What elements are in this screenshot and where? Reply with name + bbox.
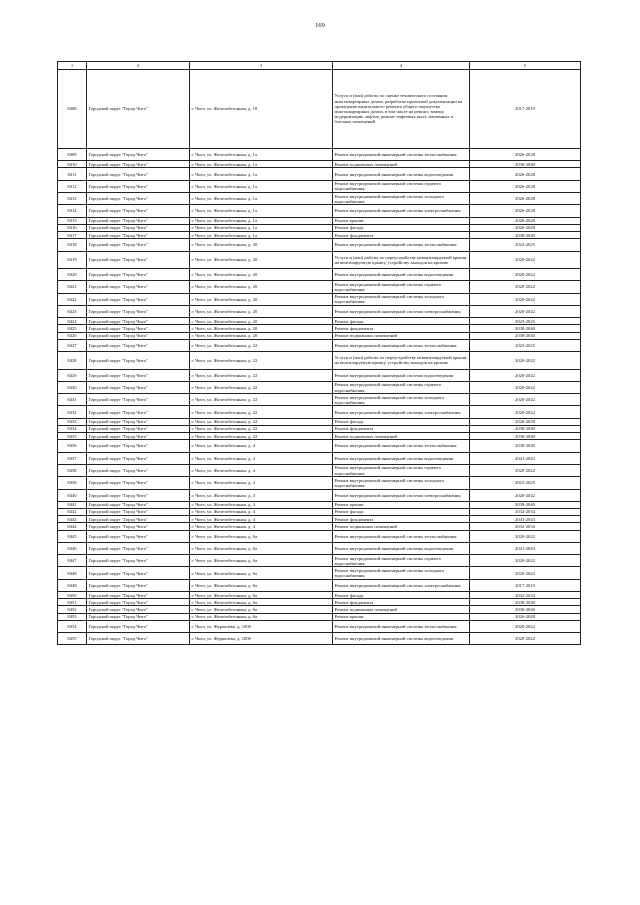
period-cell: 2032-2034 bbox=[470, 509, 581, 516]
municipality-cell: Городской округ "Город Чита" bbox=[87, 579, 190, 591]
table-row bbox=[58, 325, 581, 332]
header-col-4: 4 bbox=[333, 62, 470, 70]
table-row bbox=[58, 149, 581, 161]
table-row bbox=[58, 161, 581, 168]
period-cell: 2026-2028 bbox=[470, 193, 581, 205]
municipality-cell: Городской округ "Город Чита" bbox=[87, 501, 190, 508]
table-row bbox=[58, 293, 581, 305]
row-number-cell: 8420 bbox=[58, 269, 87, 281]
period-cell: 2023-2025 bbox=[470, 477, 581, 489]
work-type-cell: Ремонт внутридомовой инженерной системы электроснабжения bbox=[333, 406, 470, 418]
period-cell: 2026-2028 bbox=[470, 168, 581, 180]
period-cell: 2038-2040 bbox=[470, 161, 581, 168]
municipality-cell: Городской округ "Город Чита" bbox=[87, 293, 190, 305]
municipality-cell: Городской округ "Город Чита" bbox=[87, 592, 190, 599]
row-number-cell: 8443 bbox=[58, 516, 87, 523]
work-type-cell: Услуги и (или) работы по оценке технического состояния многоквартирных домов, разработке проектной документации на проведение капитального ремонта общего имущества многоквартирных домов, в том числе на ремонт, замену, модернизацию лифтов, ремонт лифтовых шахт, машинных и блочных помещений bbox=[333, 70, 470, 149]
row-number-cell: 8439 bbox=[58, 477, 87, 489]
work-type-cell: Ремонт внутридомовой инженерной системы водоотведения bbox=[333, 168, 470, 180]
table-body bbox=[58, 62, 581, 645]
address-cell: г. Чита, ул. Железобетонная, д. 4 bbox=[190, 516, 333, 523]
municipality-cell: Городской округ "Город Чита" bbox=[87, 530, 190, 542]
table-row bbox=[58, 180, 581, 192]
work-type-cell: Ремонт подвальных помещений bbox=[333, 523, 470, 530]
work-type-cell: Ремонт внутридомовой инженерной системы теплоснабжения bbox=[333, 620, 470, 632]
row-number-cell: 8438 bbox=[58, 464, 87, 476]
row-number-cell: 8424 bbox=[58, 318, 87, 325]
row-number-cell: 8412 bbox=[58, 180, 87, 192]
work-type-cell: Ремонт фундамента bbox=[333, 425, 470, 432]
table-row bbox=[58, 633, 581, 645]
address-cell: г. Чита, ул. Железобетонная, д. 4 bbox=[190, 523, 333, 530]
municipality-cell: Городской округ "Город Чита" bbox=[87, 555, 190, 567]
row-number-cell: 8419 bbox=[58, 251, 87, 269]
table-row bbox=[58, 217, 581, 224]
municipality-cell: Городской округ "Город Чита" bbox=[87, 339, 190, 351]
row-number-cell: 8408 bbox=[58, 70, 87, 149]
period-cell: 2020-2022 bbox=[470, 620, 581, 632]
work-type-cell: Ремонт внутридомовой инженерной системы холодного водоснабжения bbox=[333, 293, 470, 305]
municipality-cell: Городской округ "Город Чита" bbox=[87, 224, 190, 231]
municipality-cell: Городской округ "Город Чита" bbox=[87, 406, 190, 418]
row-number-cell: 8450 bbox=[58, 592, 87, 599]
work-type-cell: Ремонт фундамента bbox=[333, 599, 470, 606]
row-number-cell: 8426 bbox=[58, 332, 87, 339]
row-number-cell: 8451 bbox=[58, 599, 87, 606]
municipality-cell: Городской округ "Город Чита" bbox=[87, 452, 190, 464]
table-row bbox=[58, 567, 581, 579]
table-row bbox=[58, 394, 581, 406]
work-type-cell: Ремонт внутридомовой инженерной системы водоотведения bbox=[333, 452, 470, 464]
row-number-cell: 8454 bbox=[58, 620, 87, 632]
table-row bbox=[58, 542, 581, 554]
table-row bbox=[58, 620, 581, 632]
period-cell: 2020-2022 bbox=[470, 269, 581, 281]
period-cell: 2020-2022 bbox=[470, 567, 581, 579]
work-type-cell: Ремонт фундамента bbox=[333, 325, 470, 332]
address-cell: г. Чита, ул. Железобетонная, д. 4 bbox=[190, 440, 333, 452]
period-cell: 2020-2022 bbox=[470, 352, 581, 370]
work-type-cell: Ремонт фундамента bbox=[333, 232, 470, 239]
period-cell: 2020-2022 bbox=[470, 406, 581, 418]
period-cell: 2026-2028 bbox=[470, 217, 581, 224]
period-cell: 2026-2028 bbox=[470, 180, 581, 192]
address-cell: г. Чита, ул. Железобетонная, д. 20 bbox=[190, 251, 333, 269]
table-row bbox=[58, 239, 581, 251]
table-row bbox=[58, 352, 581, 370]
municipality-cell: Городской округ "Город Чита" bbox=[87, 381, 190, 393]
row-number-cell: 8409 bbox=[58, 149, 87, 161]
work-type-cell: Ремонт подвальных помещений bbox=[333, 433, 470, 440]
municipality-cell: Городской округ "Город Чита" bbox=[87, 523, 190, 530]
work-type-cell: Ремонт внутридомовой инженерной системы холодного водоснабжения bbox=[333, 567, 470, 579]
page-number: 169 bbox=[315, 22, 325, 29]
period-cell: 2038-2040 bbox=[470, 599, 581, 606]
municipality-cell: Городской округ "Город Чита" bbox=[87, 567, 190, 579]
municipality-cell: Городской округ "Город Чита" bbox=[87, 599, 190, 606]
address-cell: г. Чита, ул. Железобетонная, д. 6а bbox=[190, 599, 333, 606]
table-row bbox=[58, 516, 581, 523]
work-type-cell: Ремонт внутридомовой инженерной системы горячего водоснабжения bbox=[333, 464, 470, 476]
address-cell: г. Чита, ул. Железобетонная, д. 4 bbox=[190, 464, 333, 476]
row-number-cell: 8418 bbox=[58, 239, 87, 251]
table-row bbox=[58, 232, 581, 239]
period-cell: 2023-2025 bbox=[470, 239, 581, 251]
municipality-cell: Городской округ "Город Чита" bbox=[87, 269, 190, 281]
work-type-cell: Ремонт крыши bbox=[333, 501, 470, 508]
row-number-cell: 8437 bbox=[58, 452, 87, 464]
work-type-cell: Ремонт внутридомовой инженерной системы электроснабжения bbox=[333, 489, 470, 501]
address-cell: г. Чита, ул. Железобетонная, д. 1а bbox=[190, 168, 333, 180]
municipality-cell: Городской округ "Город Чита" bbox=[87, 516, 190, 523]
municipality-cell: Городской округ "Город Чита" bbox=[87, 325, 190, 332]
address-cell: г. Чита, ул. Железобетонная, д. 20 bbox=[190, 325, 333, 332]
work-type-cell: Ремонт подвальных помещений bbox=[333, 332, 470, 339]
table-row bbox=[58, 509, 581, 516]
period-cell: 2038-2040 bbox=[470, 325, 581, 332]
table-row bbox=[58, 530, 581, 542]
work-type-cell: Ремонт внутридомовой инженерной системы горячего водоснабжения bbox=[333, 281, 470, 293]
work-type-cell: Ремонт внутридомовой инженерной системы теплоснабжения bbox=[333, 339, 470, 351]
municipality-cell: Городской округ "Город Чита" bbox=[87, 217, 190, 224]
table-row bbox=[58, 489, 581, 501]
row-number-cell: 8432 bbox=[58, 406, 87, 418]
address-cell: г. Чита, ул. Журавлева, д. 100б bbox=[190, 633, 333, 645]
work-type-cell: Услуги и (или) работы по переустройству невентилируемой крыши на вентилируемую крышу, устройству выходов на кровлю bbox=[333, 352, 470, 370]
address-cell: г. Чита, ул. Железобетонная, д. 4 bbox=[190, 452, 333, 464]
header-col-1: 1 bbox=[58, 62, 87, 70]
address-cell: г. Чита, ул. Железобетонная, д. 22 bbox=[190, 433, 333, 440]
period-cell: 2020-2022 bbox=[470, 489, 581, 501]
row-number-cell: 8428 bbox=[58, 352, 87, 370]
row-number-cell: 8416 bbox=[58, 224, 87, 231]
table-row bbox=[58, 592, 581, 599]
work-type-cell: Ремонт внутридомовой инженерной системы теплоснабжения bbox=[333, 149, 470, 161]
municipality-cell: Городской округ "Город Чита" bbox=[87, 418, 190, 425]
municipality-cell: Городской округ "Город Чита" bbox=[87, 161, 190, 168]
address-cell: г. Чита, ул. Железобетонная, д. 6а bbox=[190, 530, 333, 542]
municipality-cell: Городской округ "Город Чита" bbox=[87, 509, 190, 516]
table-row bbox=[58, 606, 581, 613]
work-type-cell: Ремонт крыши bbox=[333, 217, 470, 224]
header-col-2: 2 bbox=[87, 62, 190, 70]
work-type-cell: Услуги и (или) работы по переустройству невентилируемой крыши на вентилируемую крышу, устройству выходов на кровлю bbox=[333, 251, 470, 269]
address-cell: г. Чита, ул. Железобетонная, д. 4 bbox=[190, 509, 333, 516]
work-type-cell: Ремонт фасада bbox=[333, 592, 470, 599]
row-number-cell: 8413 bbox=[58, 193, 87, 205]
period-cell: 2020-2022 bbox=[470, 369, 581, 381]
period-cell: 2020-2022 bbox=[470, 555, 581, 567]
municipality-cell: Городской округ "Город Чита" bbox=[87, 305, 190, 317]
table-row bbox=[58, 599, 581, 606]
header-row bbox=[58, 62, 581, 70]
period-cell: 2041-2043 bbox=[470, 452, 581, 464]
municipality-cell: Городской округ "Город Чита" bbox=[87, 251, 190, 269]
work-type-cell: Ремонт фасада bbox=[333, 318, 470, 325]
period-cell: 2026-2028 bbox=[470, 613, 581, 620]
period-cell: 2026-2028 bbox=[470, 205, 581, 217]
row-number-cell: 8444 bbox=[58, 523, 87, 530]
row-number-cell: 8435 bbox=[58, 433, 87, 440]
row-number-cell: 8436 bbox=[58, 440, 87, 452]
address-cell: г. Чита, ул. Железобетонная, д. 1а bbox=[190, 217, 333, 224]
row-number-cell: 8448 bbox=[58, 567, 87, 579]
table-row bbox=[58, 332, 581, 339]
table-row bbox=[58, 523, 581, 530]
row-number-cell: 8410 bbox=[58, 161, 87, 168]
row-number-cell: 8421 bbox=[58, 281, 87, 293]
work-type-cell: Ремонт подвальных помещений bbox=[333, 161, 470, 168]
municipality-cell: Городской округ "Город Чита" bbox=[87, 477, 190, 489]
period-cell: 2038-2040 bbox=[470, 501, 581, 508]
period-cell: 2038-2040 bbox=[470, 433, 581, 440]
address-cell: г. Чита, ул. Железобетонная, д. 22 bbox=[190, 339, 333, 351]
work-type-cell: Ремонт внутридомовой инженерной системы электроснабжения bbox=[333, 305, 470, 317]
address-cell: г. Чита, ул. Журавлева, д. 100б bbox=[190, 620, 333, 632]
row-number-cell: 8440 bbox=[58, 489, 87, 501]
work-type-cell: Ремонт внутридомовой инженерной системы теплоснабжения bbox=[333, 239, 470, 251]
municipality-cell: Городской округ "Город Чита" bbox=[87, 633, 190, 645]
work-type-cell: Ремонт фундамента bbox=[333, 516, 470, 523]
period-cell: 2020-2022 bbox=[470, 381, 581, 393]
address-cell: г. Чита, ул. Железобетонная, д. 4 bbox=[190, 501, 333, 508]
row-number-cell: 8427 bbox=[58, 339, 87, 351]
address-cell: г. Чита, ул. Железобетонная, д. 6а bbox=[190, 613, 333, 620]
table-row bbox=[58, 418, 581, 425]
address-cell: г. Чита, ул. Железобетонная, д. 22 bbox=[190, 394, 333, 406]
address-cell: г. Чита, ул. Железобетонная, д. 20 bbox=[190, 239, 333, 251]
row-number-cell: 8452 bbox=[58, 606, 87, 613]
period-cell: 2020-2022 bbox=[470, 281, 581, 293]
period-cell: 2038-2040 bbox=[470, 606, 581, 613]
table-row bbox=[58, 269, 581, 281]
row-number-cell: 8449 bbox=[58, 579, 87, 591]
row-number-cell: 8414 bbox=[58, 205, 87, 217]
work-type-cell: Ремонт внутридомовой инженерной системы холодного водоснабжения bbox=[333, 477, 470, 489]
period-cell: 2023-2025 bbox=[470, 318, 581, 325]
work-type-cell: Ремонт внутридомовой инженерной системы холодного водоснабжения bbox=[333, 394, 470, 406]
municipality-cell: Городской округ "Город Чита" bbox=[87, 193, 190, 205]
address-cell: г. Чита, ул. Железобетонная, д. 20 bbox=[190, 293, 333, 305]
municipality-cell: Городской округ "Город Чита" bbox=[87, 205, 190, 217]
row-number-cell: 8446 bbox=[58, 542, 87, 554]
table-row bbox=[58, 613, 581, 620]
table-row bbox=[58, 224, 581, 231]
address-cell: г. Чита, ул. Железобетонная, д. 22 bbox=[190, 381, 333, 393]
work-type-cell: Ремонт внутридомовой инженерной системы горячего водоснабжения bbox=[333, 381, 470, 393]
row-number-cell: 8442 bbox=[58, 509, 87, 516]
row-number-cell: 8434 bbox=[58, 425, 87, 432]
table-row bbox=[58, 555, 581, 567]
table-row bbox=[58, 318, 581, 325]
address-cell: г. Чита, ул. Железобетонная, д. 18 bbox=[190, 70, 333, 149]
municipality-cell: Городской округ "Город Чита" bbox=[87, 489, 190, 501]
period-cell: 2017-2019 bbox=[470, 579, 581, 591]
table-row bbox=[58, 205, 581, 217]
period-cell: 2020-2022 bbox=[470, 633, 581, 645]
municipality-cell: Городской округ "Город Чита" bbox=[87, 70, 190, 149]
work-type-cell: Ремонт внутридомовой инженерной системы электроснабжения bbox=[333, 205, 470, 217]
row-number-cell: 8425 bbox=[58, 325, 87, 332]
period-cell: 2038-2040 bbox=[470, 232, 581, 239]
address-cell: г. Чита, ул. Железобетонная, д. 22 bbox=[190, 406, 333, 418]
row-number-cell: 8447 bbox=[58, 555, 87, 567]
address-cell: г. Чита, ул. Железобетонная, д. 4 bbox=[190, 489, 333, 501]
table-row bbox=[58, 425, 581, 432]
row-number-cell: 8431 bbox=[58, 394, 87, 406]
municipality-cell: Городской округ "Город Чита" bbox=[87, 180, 190, 192]
address-cell: г. Чита, ул. Железобетонная, д. 20 bbox=[190, 332, 333, 339]
period-cell: 2032-2034 bbox=[470, 523, 581, 530]
table-row bbox=[58, 281, 581, 293]
work-type-cell: Ремонт внутридомовой инженерной системы горячего водоснабжения bbox=[333, 180, 470, 192]
municipality-cell: Городской округ "Город Чита" bbox=[87, 394, 190, 406]
period-cell: 2020-2022 bbox=[470, 293, 581, 305]
municipality-cell: Городской округ "Город Чита" bbox=[87, 606, 190, 613]
row-number-cell: 8433 bbox=[58, 418, 87, 425]
municipality-cell: Городской округ "Город Чита" bbox=[87, 281, 190, 293]
address-cell: г. Чита, ул. Железобетонная, д. 20 bbox=[190, 318, 333, 325]
address-cell: г. Чита, ул. Железобетонная, д. 22 bbox=[190, 425, 333, 432]
municipality-cell: Городской округ "Город Чита" bbox=[87, 239, 190, 251]
municipality-cell: Городской округ "Город Чита" bbox=[87, 149, 190, 161]
address-cell: г. Чита, ул. Железобетонная, д. 1а bbox=[190, 149, 333, 161]
period-cell: 2032-2034 bbox=[470, 592, 581, 599]
address-cell: г. Чита, ул. Железобетонная, д. 6а bbox=[190, 592, 333, 599]
period-cell: 2038-2040 bbox=[470, 425, 581, 432]
address-cell: г. Чита, ул. Железобетонная, д. 6а bbox=[190, 579, 333, 591]
period-cell: 2020-2022 bbox=[470, 530, 581, 542]
address-cell: г. Чита, ул. Железобетонная, д. 20 bbox=[190, 269, 333, 281]
address-cell: г. Чита, ул. Железобетонная, д. 6а bbox=[190, 555, 333, 567]
municipality-cell: Городской округ "Город Чита" bbox=[87, 318, 190, 325]
municipality-cell: Городской округ "Город Чита" bbox=[87, 613, 190, 620]
header-col-5: 5 bbox=[470, 62, 581, 70]
address-cell: г. Чита, ул. Железобетонная, д. 22 bbox=[190, 418, 333, 425]
table-row bbox=[58, 339, 581, 351]
work-type-cell: Ремонт внутридомовой инженерной системы водоотведения bbox=[333, 369, 470, 381]
municipality-cell: Городской округ "Город Чита" bbox=[87, 433, 190, 440]
address-cell: г. Чита, ул. Железобетонная, д. 1а bbox=[190, 205, 333, 217]
table-row bbox=[58, 369, 581, 381]
period-cell: 2038-2040 bbox=[470, 440, 581, 452]
work-type-cell: Ремонт внутридомовой инженерной системы теплоснабжения bbox=[333, 530, 470, 542]
table-row bbox=[58, 406, 581, 418]
period-cell: 2020-2022 bbox=[470, 305, 581, 317]
work-type-cell: Ремонт внутридомовой инженерной системы теплоснабжения bbox=[333, 440, 470, 452]
period-cell: 2020-2022 bbox=[470, 251, 581, 269]
municipality-cell: Городской округ "Город Чита" bbox=[87, 332, 190, 339]
municipality-cell: Городской округ "Город Чита" bbox=[87, 232, 190, 239]
row-number-cell: 8455 bbox=[58, 633, 87, 645]
table-row bbox=[58, 251, 581, 269]
table-row bbox=[58, 440, 581, 452]
row-number-cell: 8441 bbox=[58, 501, 87, 508]
period-cell: 2026-2028 bbox=[470, 224, 581, 231]
work-type-cell: Ремонт подвальных помещений bbox=[333, 606, 470, 613]
municipality-cell: Городской округ "Город Чита" bbox=[87, 464, 190, 476]
capital-repair-table bbox=[57, 61, 581, 645]
municipality-cell: Городской округ "Город Чита" bbox=[87, 620, 190, 632]
table-row bbox=[58, 305, 581, 317]
address-cell: г. Чита, ул. Железобетонная, д. 20 bbox=[190, 305, 333, 317]
address-cell: г. Чита, ул. Железобетонная, д. 6а bbox=[190, 542, 333, 554]
period-cell: 2017-2019 bbox=[470, 70, 581, 149]
table-row bbox=[58, 464, 581, 476]
address-cell: г. Чита, ул. Железобетонная, д. 1а bbox=[190, 224, 333, 231]
table-row bbox=[58, 452, 581, 464]
row-number-cell: 8453 bbox=[58, 613, 87, 620]
period-cell: 2020-2022 bbox=[470, 394, 581, 406]
table-row bbox=[58, 433, 581, 440]
table-row bbox=[58, 579, 581, 591]
row-number-cell: 8422 bbox=[58, 293, 87, 305]
work-type-cell: Ремонт крыши bbox=[333, 613, 470, 620]
table-row bbox=[58, 193, 581, 205]
municipality-cell: Городской округ "Город Чита" bbox=[87, 425, 190, 432]
period-cell: 2026-2028 bbox=[470, 149, 581, 161]
row-number-cell: 8415 bbox=[58, 217, 87, 224]
header-col-3: 3 bbox=[190, 62, 333, 70]
work-type-cell: Ремонт внутридомовой инженерной системы горячего водоснабжения bbox=[333, 555, 470, 567]
row-number-cell: 8430 bbox=[58, 381, 87, 393]
period-cell: 2041-2043 bbox=[470, 516, 581, 523]
address-cell: г. Чита, ул. Железобетонная, д. 1а bbox=[190, 232, 333, 239]
address-cell: г. Чита, ул. Железобетонная, д. 6а bbox=[190, 567, 333, 579]
work-type-cell: Ремонт фасада bbox=[333, 418, 470, 425]
work-type-cell: Ремонт внутридомовой инженерной системы водоотведения bbox=[333, 542, 470, 554]
municipality-cell: Городской округ "Город Чита" bbox=[87, 542, 190, 554]
work-type-cell: Ремонт фасада bbox=[333, 509, 470, 516]
row-number-cell: 8423 bbox=[58, 305, 87, 317]
table-row bbox=[58, 70, 581, 149]
work-type-cell: Ремонт внутридомовой инженерной системы электроснабжения bbox=[333, 579, 470, 591]
municipality-cell: Городской округ "Город Чита" bbox=[87, 369, 190, 381]
work-type-cell: Ремонт фасада bbox=[333, 224, 470, 231]
work-type-cell: Ремонт внутридомовой инженерной системы холодного водоснабжения bbox=[333, 193, 470, 205]
table-row bbox=[58, 501, 581, 508]
table-row bbox=[58, 168, 581, 180]
address-cell: г. Чита, ул. Железобетонная, д. 1а bbox=[190, 180, 333, 192]
period-cell: 2020-2022 bbox=[470, 464, 581, 476]
row-number-cell: 8429 bbox=[58, 369, 87, 381]
table-row bbox=[58, 477, 581, 489]
address-cell: г. Чита, ул. Железобетонная, д. 20 bbox=[190, 281, 333, 293]
table-row bbox=[58, 381, 581, 393]
period-cell: 2026-2028 bbox=[470, 418, 581, 425]
address-cell: г. Чита, ул. Железобетонная, д. 1а bbox=[190, 161, 333, 168]
work-type-cell: Ремонт внутридомовой инженерной системы водоотведения bbox=[333, 633, 470, 645]
address-cell: г. Чита, ул. Железобетонная, д. 6а bbox=[190, 606, 333, 613]
work-type-cell: Ремонт внутридомовой инженерной системы водоотведения bbox=[333, 269, 470, 281]
municipality-cell: Городской округ "Город Чита" bbox=[87, 440, 190, 452]
municipality-cell: Городской округ "Город Чита" bbox=[87, 352, 190, 370]
row-number-cell: 8445 bbox=[58, 530, 87, 542]
row-number-cell: 8417 bbox=[58, 232, 87, 239]
period-cell: 2038-2040 bbox=[470, 332, 581, 339]
address-cell: г. Чита, ул. Железобетонная, д. 1а bbox=[190, 193, 333, 205]
municipality-cell: Городской округ "Город Чита" bbox=[87, 168, 190, 180]
address-cell: г. Чита, ул. Железобетонная, д. 22 bbox=[190, 369, 333, 381]
address-cell: г. Чита, ул. Железобетонная, д. 22 bbox=[190, 352, 333, 370]
address-cell: г. Чита, ул. Железобетонная, д. 4 bbox=[190, 477, 333, 489]
period-cell: 2041-2043 bbox=[470, 542, 581, 554]
period-cell: 2023-2025 bbox=[470, 339, 581, 351]
row-number-cell: 8411 bbox=[58, 168, 87, 180]
